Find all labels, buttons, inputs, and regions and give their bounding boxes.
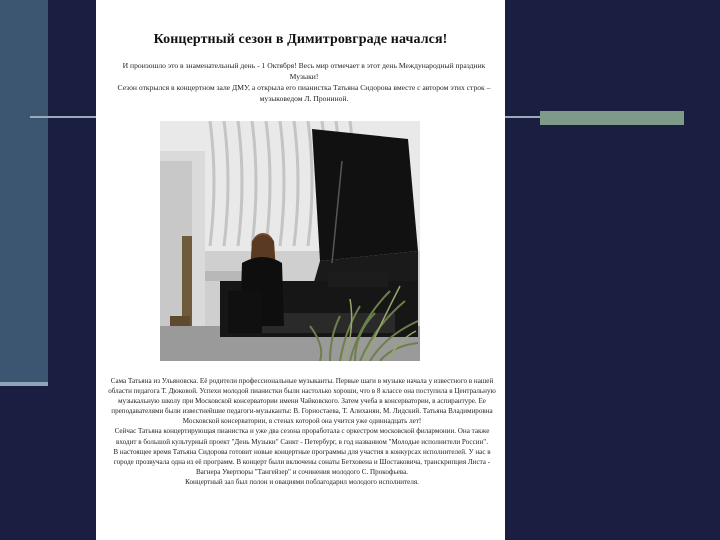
article-intro: [114, 60, 494, 104]
pianist-photo-image: [160, 121, 420, 361]
slide-rule-left: [30, 116, 96, 118]
slide-accent-block: [540, 111, 684, 125]
body-paragraph-4: Концертный зал был полон и овациями поблагодарил молодого исполнителя.: [185, 477, 419, 486]
intro-paragraph-1: И произошло это в знаменательный день - 1 Октября! Весь мир отмечает в этот день Международный праздник Музыки!: [122, 61, 486, 81]
article-body: [106, 376, 498, 487]
body-paragraph-2: Сейчас Татьяна концертирующая пианистка и уже два сезона проработала с оркестром московской филармонии. Она также входит в большой культурный проект "День Музыки" Санкт - Петербург, в год названном "Молодые исполнители России".: [114, 427, 490, 446]
body-paragraph-1: Сама Татьяна из Ульяновска. Её родители профессиональные музыканты. Первые шаги в музыке начала у известного в нашей области педагога Т. Дюковой. Успехи молодой пианистки были настолько хороши, что в 8 классе она поступила в Центральную музыкальную школу при Московской консерватории имени Чайковского. Затем учеба в консерватории, в аспирантуре. Ее преподавателями были известнейшие педагоги-музыканты: В. Горностаева, Т. Алиханян, М. Лидский. Татьяна Владимировна Московской консерватории, в стенах которой она учится уже одиннадцать лет!: [108, 377, 496, 426]
article-title: Концертный сезон в Димитровграде начался!: [153, 32, 448, 47]
intro-paragraph-2: Сезон открылся в концертном зале ДМУ, а открыла его пианистка Татьяна Сидорова вместе с автором этих строк – музыковедом Л. Прониной.: [117, 83, 491, 103]
pianist-photo: [160, 121, 420, 361]
slide-side-band-shadow: [0, 382, 48, 386]
body-paragraph-3: В настоящее время Татьяна Сидорова готовит новые концертные программы для участия в конкурсах исполнителей. У нас в городе прозвучала одна из её программ. В концерт были включены сонаты Бетховена и Шостаковича, транскрипция Листа - Вагнера Увертюры "Тангейзер" и сочинения молодого С. Прокофьева.: [113, 447, 491, 476]
document-page: [96, 0, 505, 540]
slide-side-band: [0, 0, 48, 385]
